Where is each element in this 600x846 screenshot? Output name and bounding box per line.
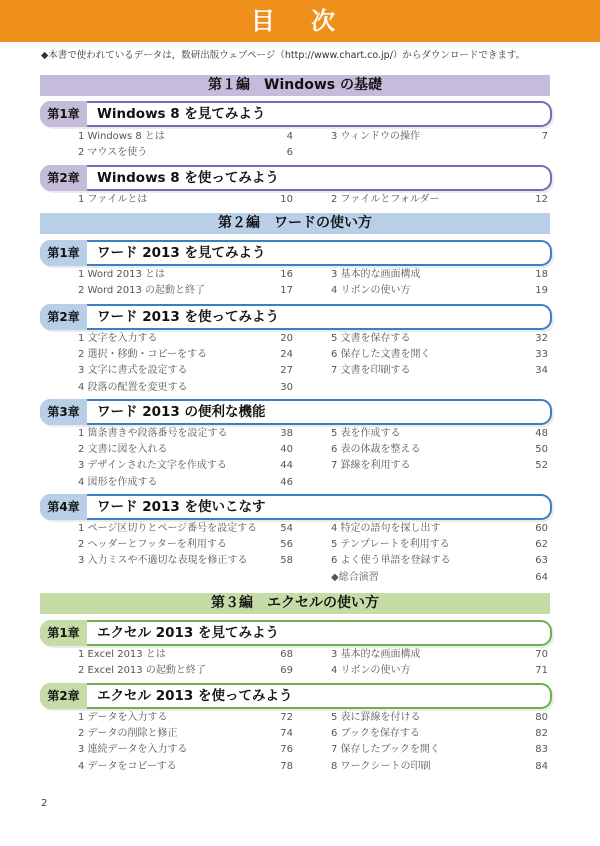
chapter-tag: 第2章 — [40, 683, 87, 709]
page-number: 2 — [41, 798, 48, 809]
entry-page: 52 — [535, 460, 548, 472]
entry-title[interactable]: 2 マウスを使う — [78, 147, 148, 159]
list-item — [0, 521, 600, 537]
part-heading: 第１編 Windows の基礎 — [40, 75, 550, 96]
chapter-title: ワード 2013 を見てみよう — [97, 245, 266, 261]
entry-page: 71 — [535, 665, 548, 677]
entry-list — [0, 192, 600, 208]
entry-title[interactable]: 2 文書に図を入れる — [78, 444, 168, 456]
chapter-tag: 第1章 — [40, 240, 87, 266]
entry-page: 12 — [535, 194, 548, 205]
entry-page: 58 — [280, 555, 293, 567]
entry-title[interactable]: 4 特定の語句を探し出す — [331, 523, 441, 534]
entry-title[interactable]: 2 選択・移動・コピーをする — [78, 349, 208, 361]
list-item — [0, 363, 600, 379]
entry-list — [0, 331, 600, 396]
entry-title[interactable]: 1 文字を入力する — [78, 333, 158, 344]
entry-page: 19 — [535, 285, 548, 297]
list-item — [0, 726, 600, 742]
entry-page: 80 — [535, 712, 548, 723]
entry-title[interactable]: 3 ウィンドウの操作 — [331, 131, 420, 142]
entry-list — [0, 521, 600, 586]
list-item — [0, 426, 600, 442]
list-item — [0, 537, 600, 553]
entry-page: 78 — [280, 760, 293, 772]
entry-page: 4 — [286, 131, 293, 142]
entry-page: 44 — [280, 460, 293, 472]
entry-title[interactable]: 3 連続データを入力する — [78, 744, 188, 756]
entry-page: 50 — [535, 444, 548, 456]
entry-page: 56 — [280, 539, 293, 551]
entry-title[interactable]: 2 Word 2013 の起動と終了 — [78, 285, 206, 297]
chapter-title: Windows 8 を使ってみよう — [97, 170, 279, 186]
list-item — [0, 331, 600, 347]
entry-page: 32 — [535, 333, 548, 344]
entry-title[interactable]: 2 データの削除と修正 — [78, 728, 178, 740]
entry-title[interactable]: 5 テンプレートを利用する — [331, 539, 450, 551]
entry-page: 72 — [280, 712, 293, 723]
entry-page: 10 — [280, 194, 293, 205]
chapter-tag: 第4章 — [40, 494, 87, 520]
entry-page: 38 — [280, 428, 293, 439]
entry-title[interactable]: 7 保存したブックを開く — [331, 744, 440, 756]
entry-title[interactable]: 3 入力ミスや不適切な表現を修正する — [78, 555, 248, 567]
entry-title[interactable]: 4 段落の配置を変更する — [78, 381, 188, 393]
list-item — [0, 380, 600, 396]
entry-title[interactable]: 4 図形を作成する — [78, 476, 158, 488]
entry-list — [0, 129, 600, 161]
entry-list — [0, 267, 600, 299]
entry-page: 48 — [535, 428, 548, 439]
entry-list — [0, 710, 600, 775]
entry-page: 84 — [535, 760, 548, 772]
entry-title[interactable]: 1 Excel 2013 とは — [78, 649, 166, 660]
part-heading: 第２編 ワードの使い方 — [40, 213, 550, 234]
chapter-heading[interactable] — [40, 620, 552, 646]
entry-title[interactable]: 7 文書を印刷する — [331, 365, 411, 377]
entry-title[interactable]: 3 基本的な画面構成 — [331, 649, 421, 660]
chapter-title: エクセル 2013 を使ってみよう — [97, 688, 293, 704]
chapter-heading[interactable] — [40, 101, 552, 127]
list-item — [0, 192, 600, 208]
list-item — [0, 570, 600, 586]
entry-page: 33 — [535, 349, 548, 361]
entry-page: 62 — [535, 539, 548, 551]
chapter-tag: 第3章 — [40, 399, 87, 425]
entry-title[interactable]: 3 デザインされた文字を作成する — [78, 460, 227, 472]
entry-list — [0, 426, 600, 491]
entry-page: 16 — [280, 269, 293, 280]
entry-title[interactable]: 1 ページ区切りとページ番号を設定する — [78, 523, 258, 534]
chapter-title: ワード 2013 を使ってみよう — [97, 309, 279, 325]
entry-page: 70 — [535, 649, 548, 660]
chapter-heading[interactable] — [40, 399, 552, 425]
chapter-heading[interactable] — [40, 683, 552, 709]
entry-title[interactable]: 6 よく使う単語を登録する — [331, 555, 451, 567]
entry-page: 83 — [535, 744, 548, 756]
entry-title[interactable]: 6 保存した文書を開く — [331, 349, 431, 361]
entry-page: 18 — [535, 269, 548, 280]
part-heading: 第３編 エクセルの使い方 — [40, 593, 550, 614]
entry-title[interactable]: 5 文書を保存する — [331, 333, 411, 344]
entry-title[interactable]: 1 Windows 8 とは — [78, 131, 165, 142]
entry-page: 34 — [535, 365, 548, 377]
chapter-title: ワード 2013 の便利な機能 — [97, 404, 266, 420]
entry-page: 27 — [280, 365, 293, 377]
entry-page: 17 — [280, 285, 293, 297]
list-item — [0, 267, 600, 283]
chapter-tag: 第1章 — [40, 620, 87, 646]
list-item — [0, 145, 600, 161]
entry-page: 76 — [280, 744, 293, 756]
entry-title[interactable]: 4 リボンの使い方 — [331, 285, 411, 297]
entry-page: 60 — [535, 523, 548, 534]
list-item — [0, 442, 600, 458]
chapter-heading[interactable] — [40, 304, 552, 330]
entry-title[interactable]: 8 ワークシートの印刷 — [331, 760, 431, 772]
entry-page: 46 — [280, 476, 293, 488]
entry-page: 30 — [280, 381, 293, 393]
entry-page: 64 — [535, 571, 548, 583]
entry-page: 54 — [280, 523, 293, 534]
list-item — [0, 475, 600, 491]
entry-title[interactable]: 3 基本的な画面構成 — [331, 269, 421, 280]
list-item — [0, 742, 600, 758]
chapter-title: Windows 8 を見てみよう — [97, 106, 266, 122]
entry-page: 63 — [535, 555, 548, 567]
list-item — [0, 663, 600, 679]
list-item — [0, 553, 600, 569]
entry-title[interactable]: 4 データをコピーする — [78, 760, 177, 772]
entry-title[interactable]: 1 データを入力する — [78, 712, 168, 723]
entry-page: 68 — [280, 649, 293, 660]
chapter-heading[interactable] — [40, 494, 552, 520]
entry-title[interactable]: 6 表の体裁を整える — [331, 444, 421, 456]
entry-page: 24 — [280, 349, 293, 361]
entry-page: 69 — [280, 665, 293, 677]
entry-title[interactable]: 1 箇条書きや段落番号を設定する — [78, 428, 228, 439]
chapter-tag: 第2章 — [40, 304, 87, 330]
entry-title[interactable]: ◆総合演習 — [331, 571, 379, 583]
download-notice: ◆本書で使われているデータは，数研出版ウェブページ（http://www.chart.co.jp/）からダウンロードできます。 — [41, 50, 526, 61]
list-item — [0, 647, 600, 663]
list-item — [0, 458, 600, 474]
chapter-title: エクセル 2013 を見てみよう — [97, 625, 279, 641]
entry-title[interactable]: 2 ヘッダーとフッターを利用する — [78, 539, 227, 551]
entry-page: 82 — [535, 728, 548, 740]
list-item — [0, 283, 600, 299]
entry-title[interactable]: 2 ファイルとフォルダー — [331, 194, 440, 205]
entry-title[interactable]: 2 Excel 2013 の起動と終了 — [78, 665, 206, 677]
entry-page: 7 — [541, 131, 548, 142]
entry-title[interactable]: 3 文字に書式を設定する — [78, 365, 188, 377]
list-item — [0, 759, 600, 775]
entry-list — [0, 647, 600, 679]
chapter-tag: 第1章 — [40, 101, 87, 127]
list-item — [0, 347, 600, 363]
entry-title[interactable]: 4 リボンの使い方 — [331, 665, 411, 677]
entry-page: 20 — [280, 333, 293, 344]
entry-title[interactable]: 1 ファイルとは — [78, 194, 148, 205]
entry-page: 6 — [286, 147, 293, 159]
chapter-tag: 第2章 — [40, 165, 87, 191]
entry-title[interactable]: 5 表に罫線を付ける — [331, 712, 421, 723]
entry-page: 40 — [280, 444, 293, 456]
list-item — [0, 710, 600, 726]
list-item — [0, 129, 600, 145]
chapter-heading[interactable] — [40, 240, 552, 266]
chapter-title: ワード 2013 を使いこなす — [97, 499, 266, 515]
entry-title[interactable]: 6 ブックを保存する — [331, 728, 420, 740]
entry-title[interactable]: 7 罫線を利用する — [331, 460, 411, 472]
chapter-heading[interactable] — [40, 165, 552, 191]
entry-title[interactable]: 5 表を作成する — [331, 428, 401, 439]
entry-title[interactable]: 1 Word 2013 とは — [78, 269, 166, 280]
toc-header: 目 次 — [0, 0, 600, 42]
entry-page: 74 — [280, 728, 293, 740]
